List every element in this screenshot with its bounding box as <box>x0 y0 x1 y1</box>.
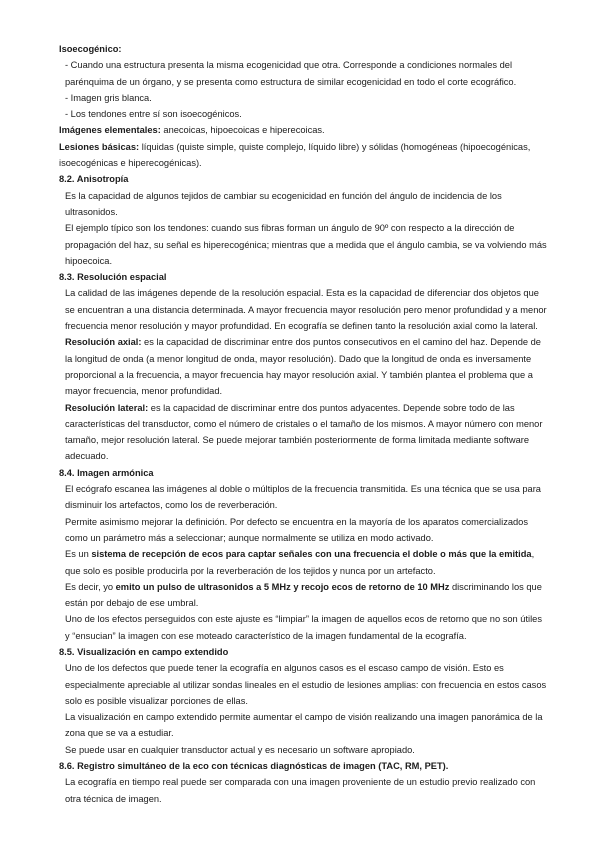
paragraph <box>59 579 549 612</box>
lesiones-basicas-line <box>59 139 549 172</box>
section-heading-8-2: 8.2. Anisotropía <box>59 174 129 185</box>
paragraph-lateral <box>59 400 549 465</box>
isoecogenico-paragraph: - Cuando una estructura presenta la misma ecogenicidad que otra. Corresponde a condiciones normales del parénquima de un órgano, y se presenta como estructura de similar ecogenicidad en todo el corte ecográfico. <box>65 60 517 87</box>
paragraph: La calidad de las imágenes depende de la resolución espacial. Esta es la capacidad de diferenciar dos objetos que se encuentran a una distancia determinada. A mayor frecuencia mayor resolución pero menor profundidad y a menor frecuencia menor resolución y mayor profundidad. En ecografía se definen tanto la resolución axial como la lateral. <box>65 288 547 332</box>
section-heading-8-6: 8.6. Registro simultáneo de la eco con técnicas diagnósticas de imagen (TAC, RM, PET). <box>59 761 449 772</box>
paragraph: El ejemplo típico son los tendones: cuando sus fibras forman un ángulo de 90º con respecto a la dirección de propagación del haz, su señal es hiperecogénica; mientras que a medida que el ángulo cambia, se va volviendo más hipoecoica. <box>65 223 547 266</box>
paragraph: La ecografía en tiempo real puede ser comparada con una imagen proveniente de un estudio previo realizado con otra técnica de imagen. <box>65 777 536 804</box>
text-run: Es un <box>65 549 92 560</box>
axial-text: es la capacidad de discriminar entre dos puntos consecutivos en el camino del haz. Depende de la longitud de onda (a menor longitud de onda, mayor resolución). Dado que la longitud de onda es inversamente proporcional a la frecuencia, a mayor frecuencia hay mayor resolución axial. Y también plantea el problema que a mayor frecuencia, menor profundidad. <box>65 337 541 397</box>
paragraph: Se puede usar en cualquier transductor actual y es necesario un software apropiado. <box>65 744 415 755</box>
isoecogenico-heading: Isoecogénico: <box>59 44 122 54</box>
text-run: discriminando los que están por debajo de ese umbral. <box>65 581 542 609</box>
lateral-label: Resolución lateral: <box>65 402 149 413</box>
isoecogenico-item: - Imagen gris blanca. <box>65 92 152 103</box>
lesiones-basicas-label: Lesiones básicas: <box>59 141 140 152</box>
text-run: Es decir, yo <box>65 581 116 592</box>
axial-label: Resolución axial: <box>65 337 142 348</box>
paragraph <box>59 546 549 579</box>
paragraph-axial <box>59 334 549 399</box>
bold-run: sistema de recepción de ecos para captar señales con una frecuencia el doble o más que la emitida <box>91 549 532 560</box>
paragraph: Permite asimismo mejorar la definición. Por defecto se encuentra en la mayoría de los aparatos comercializados como un parámetro más a seleccionar; aunque normalmente se utiliza en modo activado. <box>65 516 528 543</box>
bold-run: emito un pulso de ultrasonidos a 5 MHz y recojo ecos de retorno de 10 MHz <box>115 581 450 592</box>
paragraph: Es la capacidad de algunos tejidos de cambiar su ecogenicidad en función del ángulo de incidencia de los ultrasonidos. <box>65 190 502 217</box>
imagenes-elementales-text: anecoicas, hipoecoicas e hiperecoicas. <box>160 125 325 136</box>
section-heading-8-5: 8.5. Visualización en campo extendido <box>59 646 229 657</box>
imagenes-elementales-label: Imágenes elementales: <box>59 125 161 136</box>
paragraph: El ecógrafo escanea las imágenes al doble o múltiplos de la frecuencia transmitida. Es una técnica que se usa para disminuir los artefactos, como los de reverberación. <box>65 484 541 511</box>
imagenes-elementales-line <box>59 122 549 138</box>
isoecogenico-item: - Los tendones entre sí son isoecogénicos. <box>65 109 242 120</box>
paragraph: Uno de los defectos que puede tener la ecografía en algunos casos es el escaso campo de visión. Esto es especialmente apreciable al utilizar sondas lineales en el estudio de lesiones amplias: con frecuencia en estos casos solo es posible visualizar porciones de ellas. <box>65 663 547 706</box>
text-run: , que solo es posible producirla por la reverberación de los tejidos y nunca por un artefacto. <box>65 549 535 576</box>
lateral-text: es la capacidad de discriminar entre dos puntos adyacentes. Depende sobre todo de las características del transductor, como el número de cristales o el tamaño de los mismos. A mayor número con menor tamaño, mejor resolución lateral. Se puede mejorar también posteriormente de forma limitada mediante software adecuado. <box>65 402 543 462</box>
section-heading-8-3: 8.3. Resolución espacial <box>59 272 167 283</box>
paragraph: Uno de los efectos perseguidos con este ajuste es “limpiar” la imagen de aquellos ecos de retorno que no son útiles y “ensucian” la imagen con ese moteado característico de la imagen fundamental de la ecografía. <box>65 614 543 641</box>
paragraph: La visualización en campo extendido permite aumentar el campo de visión realizando una imagen panorámica de la zona que se va a estudiar. <box>65 712 543 739</box>
section-heading-8-4: 8.4. Imagen armónica <box>59 467 154 478</box>
lesiones-basicas-text: líquidas (quiste simple, quiste complejo, líquido libre) y sólidas (homogéneas (hipoecogénicas, isoecogénicas e hiperecogénicas). <box>59 141 531 169</box>
